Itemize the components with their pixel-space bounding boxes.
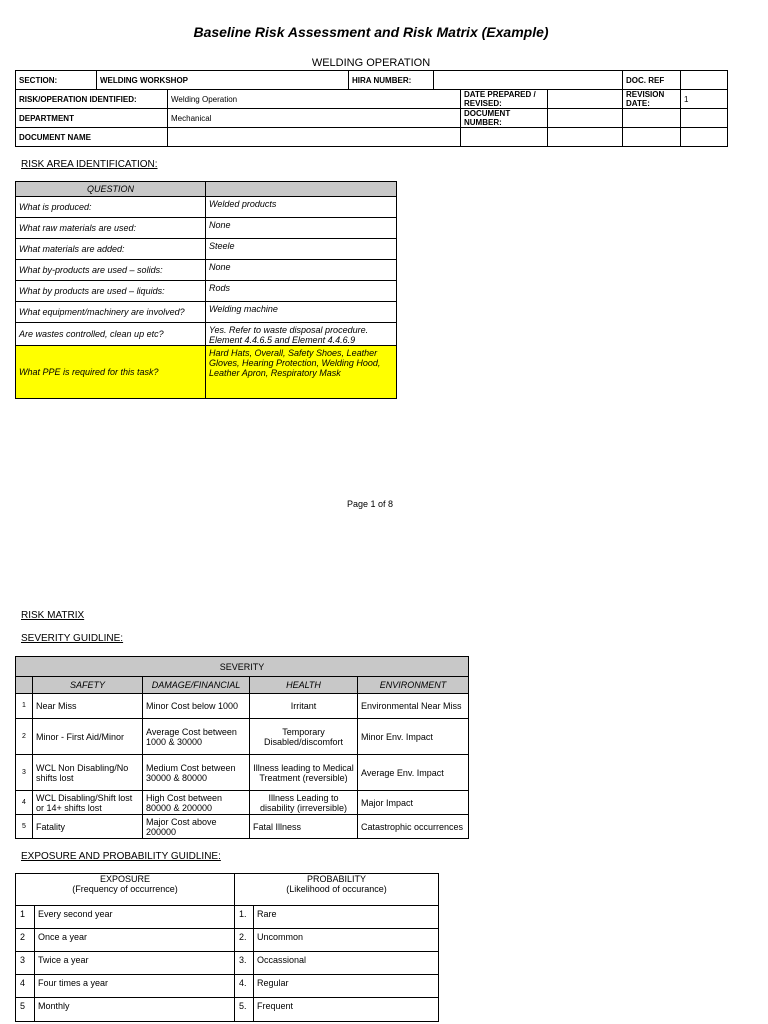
document-name-label: DOCUMENT NAME: [16, 128, 168, 147]
exposure-value: Every second year: [35, 906, 235, 929]
severity-damage: High Cost between 80000 & 200000: [143, 791, 250, 815]
severity-level: 3: [16, 755, 33, 791]
severity-environment: Environmental Near Miss: [358, 694, 469, 719]
col-safety: SAFETY: [33, 677, 143, 694]
col-health: HEALTH: [250, 677, 358, 694]
severity-level: 4: [16, 791, 33, 815]
probability-level: 4.: [235, 975, 254, 998]
severity-row: [16, 719, 469, 755]
question-row: [16, 302, 397, 323]
severity-environment: Major Impact: [358, 791, 469, 815]
probability-value: Occassional: [254, 952, 439, 975]
col-environment: ENVIRONMENT: [358, 677, 469, 694]
severity-title: SEVERITY: [16, 657, 469, 677]
risk-area-table: [15, 181, 397, 399]
severity-health: Irritant: [250, 694, 358, 719]
exposure-value: Four times a year: [35, 975, 235, 998]
section-label: SECTION:: [16, 71, 97, 90]
risk-area-heading: RISK AREA IDENTIFICATION:: [21, 159, 158, 170]
risk-operation-value: Welding Operation: [168, 90, 461, 109]
exposure-level: 5: [16, 998, 35, 1022]
question-row: [16, 281, 397, 302]
exposure-level: 3: [16, 952, 35, 975]
doc-ref-value: [681, 71, 728, 90]
severity-row: [16, 755, 469, 791]
exposure-level: 1: [16, 906, 35, 929]
answer-text: Welding machine: [206, 302, 397, 323]
exposure-heading: EXPOSURE AND PROBABILITY GUIDLINE:: [21, 851, 221, 862]
section-value: WELDING WORKSHOP: [97, 71, 349, 90]
severity-safety: Fatality: [33, 815, 143, 839]
exposure-header: [16, 874, 235, 906]
document-name-value: [168, 128, 461, 147]
risk-matrix-heading: RISK MATRIX: [21, 610, 85, 621]
question-text: What materials are added:: [16, 239, 206, 260]
exposure-probability-table: [15, 873, 439, 1022]
probability-level: 2.: [235, 929, 254, 952]
question-row: [16, 239, 397, 260]
question-text: What raw materials are used:: [16, 218, 206, 239]
exposure-row: [16, 929, 439, 952]
risk-operation-label: RISK/OPERATION IDENTIFIED:: [16, 90, 168, 109]
question-row: [16, 323, 397, 346]
severity-health: Temporary Disabled/discomfort: [250, 719, 358, 755]
severity-row: [16, 815, 469, 839]
question-row: [16, 346, 397, 399]
date-prepared-value: [548, 90, 623, 109]
document-number-value: [548, 109, 623, 128]
probability-title: PROBABILITY: [307, 874, 367, 884]
severity-safety: Near Miss: [33, 694, 143, 719]
severity-damage: Minor Cost below 1000: [143, 694, 250, 719]
revision-date-value: 1: [681, 90, 728, 109]
revision-date-label: REVISION DATE:: [623, 90, 681, 109]
answer-text: None: [206, 260, 397, 281]
exposure-value: Twice a year: [35, 952, 235, 975]
probability-header: [235, 874, 439, 906]
probability-level: 3.: [235, 952, 254, 975]
answer-text: Rods: [206, 281, 397, 302]
doc-ref-label: DOC. REF: [623, 71, 681, 90]
severity-health: Fatal Illness: [250, 815, 358, 839]
severity-row: [16, 694, 469, 719]
document-number-label: DOCUMENT NUMBER:: [461, 109, 548, 128]
question-row: [16, 260, 397, 281]
severity-safety: Minor - First Aid/Minor: [33, 719, 143, 755]
severity-level: 1: [16, 694, 33, 719]
probability-level: 5.: [235, 998, 254, 1022]
exposure-value: Monthly: [35, 998, 235, 1022]
exposure-row: [16, 952, 439, 975]
severity-health: Illness leading to Medical Treatment (reversible): [250, 755, 358, 791]
department-label: DEPARTMENT: [16, 109, 168, 128]
exposure-row: [16, 975, 439, 998]
severity-environment: Minor Env. Impact: [358, 719, 469, 755]
severity-table: [15, 656, 469, 839]
question-row: [16, 218, 397, 239]
exposure-row: [16, 906, 439, 929]
question-row: [16, 197, 397, 218]
severity-level: 2: [16, 719, 33, 755]
severity-environment: Catastrophic occurrences: [358, 815, 469, 839]
question-text: What by-products are used – solids:: [16, 260, 206, 281]
answer-text: Steele: [206, 239, 397, 260]
question-text: What by products are used – liquids:: [16, 281, 206, 302]
col-damage-financial: DAMAGE/FINANCIAL: [143, 677, 250, 694]
probability-value: Uncommon: [254, 929, 439, 952]
exposure-subtitle: (Frequency of occurrence): [72, 884, 178, 894]
document-title: Baseline Risk Assessment and Risk Matrix (Example): [193, 24, 549, 40]
severity-safety: WCL Disabling/Shift lost or 14+ shifts lost: [33, 791, 143, 815]
question-text: What PPE is required for this task?: [16, 346, 206, 399]
exposure-level: 4: [16, 975, 35, 998]
probability-value: Rare: [254, 906, 439, 929]
document-subtitle: WELDING OPERATION: [311, 57, 431, 69]
question-text: What is produced:: [16, 197, 206, 218]
hira-number-value: [434, 71, 623, 90]
question-text: What equipment/machinery are involved?: [16, 302, 206, 323]
severity-damage: Major Cost above 200000: [143, 815, 250, 839]
exposure-row: [16, 998, 439, 1022]
exposure-title: EXPOSURE: [100, 874, 151, 884]
exposure-value: Once a year: [35, 929, 235, 952]
header-info-table: [15, 70, 728, 147]
answer-text: Hard Hats, Overall, Safety Shoes, Leather Gloves, Hearing Protection, Welding Hood, Leather Apron, Respiratory Mask: [206, 346, 397, 399]
page-number: Page 1 of 8: [347, 499, 394, 509]
date-prepared-label: DATE PREPARED / REVISED:: [461, 90, 548, 109]
severity-health: Illness Leading to disability (irreversible): [250, 791, 358, 815]
severity-damage: Average Cost between 1000 & 30000: [143, 719, 250, 755]
answer-text: Yes. Refer to waste disposal procedure. Element 4.4.6.5 and Element 4.4.6.9: [206, 323, 397, 346]
probability-subtitle: (Likelihood of occurance): [286, 884, 387, 894]
probability-level: 1.: [235, 906, 254, 929]
severity-heading: SEVERITY GUIDLINE:: [21, 633, 124, 644]
department-value: Mechanical: [168, 109, 461, 128]
hira-number-label: HIRA NUMBER:: [349, 71, 434, 90]
severity-safety: WCL Non Disabling/No shifts lost: [33, 755, 143, 791]
answer-text: None: [206, 218, 397, 239]
exposure-level: 2: [16, 929, 35, 952]
probability-value: Regular: [254, 975, 439, 998]
severity-row: [16, 791, 469, 815]
probability-value: Frequent: [254, 998, 439, 1022]
severity-environment: Average Env. Impact: [358, 755, 469, 791]
question-header: QUESTION: [16, 182, 206, 197]
question-text: Are wastes controlled, clean up etc?: [16, 323, 206, 346]
severity-damage: Medium Cost between 30000 & 80000: [143, 755, 250, 791]
answer-text: Welded products: [206, 197, 397, 218]
severity-level: 5: [16, 815, 33, 839]
